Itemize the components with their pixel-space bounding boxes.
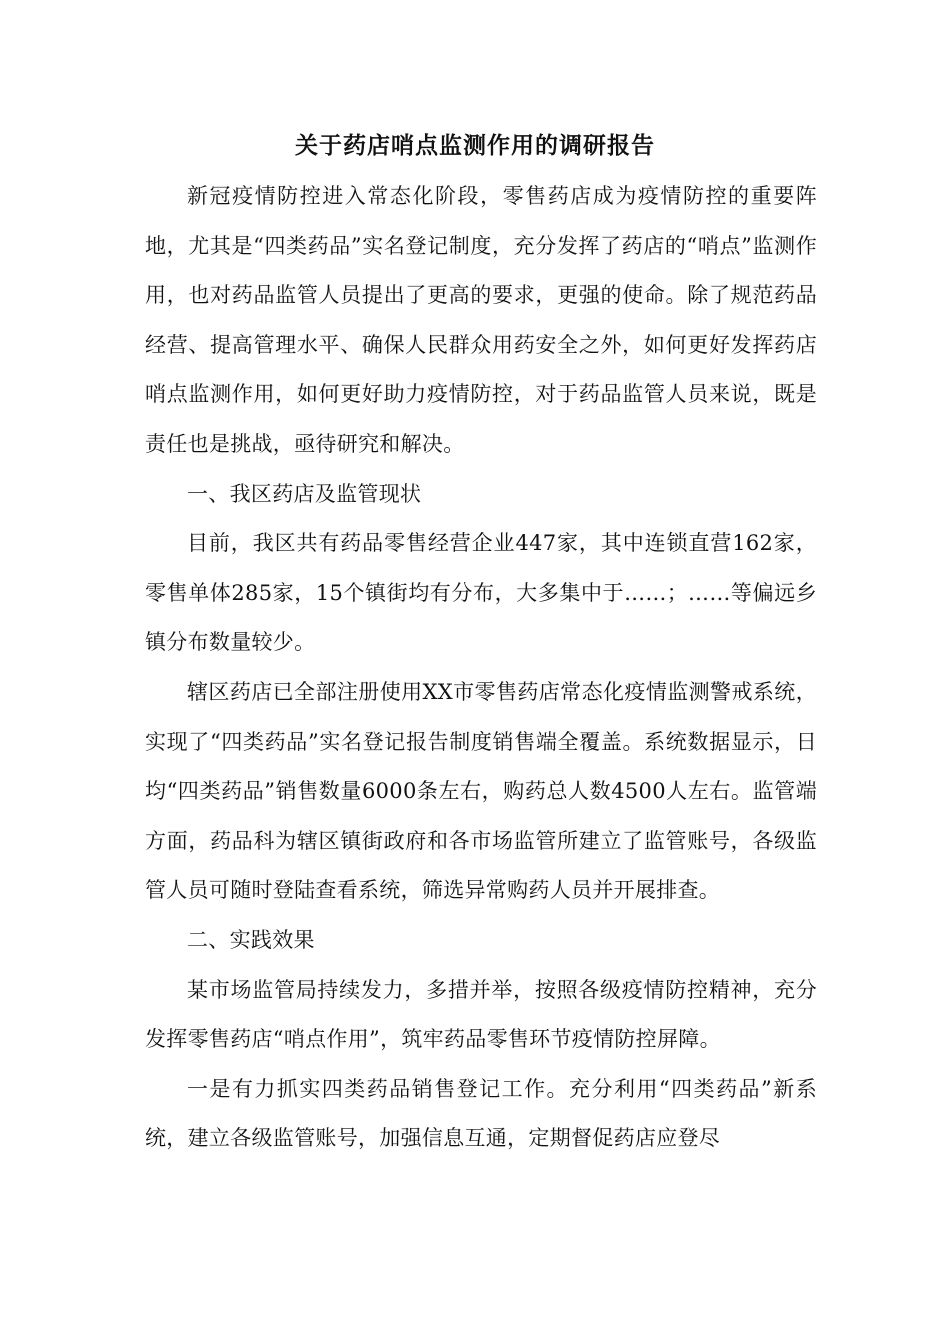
section-heading-status: 一、我区药店及监管现状 <box>187 481 422 506</box>
document-title: 关于药店哨点监测作用的调研报告 <box>295 132 655 159</box>
paragraph-registration: 一是有力抓实四类药品销售登记工作。充分利用“四类药品”新系统，建立各级监管账号，加强信息互通，定期督促药店应登尽 <box>145 1076 817 1151</box>
paragraph-system-usage: 辖区药店已全部注册使用XX市零售药店常态化疫情监测警戒系统，实现了“四类药品”实名登记报告制度销售端全覆盖。系统数据显示，日均“四类药品”销售数量6000条左右，购药总人数4500人左右。监管端方面，药品科为辖区镇街政府和各市场监管所建立了监管账号，各级监管人员可随时登陆查看系统，筛选异常购药人员并开展排查。 <box>145 679 817 903</box>
paragraph-store-count: 目前，我区共有药品零售经营企业447家，其中连锁直营162家，零售单体285家，15个镇街均有分布，大多集中于……；……等偏远乡镇分布数量较少。 <box>145 531 817 655</box>
paragraph-measures: 某市场监管局持续发力，多措并举，按照各级疫情防控精神，充分发挥零售药店“哨点作用”，筑牢药品零售环节疫情防控屏障。 <box>145 977 817 1052</box>
paragraph-intro: 新冠疫情防控进入常态化阶段，零售药店成为疫情防控的重要阵地，尤其是“四类药品”实名登记制度，充分发挥了药店的“哨点”监测作用，也对药品监管人员提出了更高的要求，更强的使命。除了规范药品经营、提高管理水平、确保人民群众用药安全之外，如何更好发挥药店哨点监测作用，如何更好助力疫情防控，对于药品监管人员来说，既是责任也是挑战，亟待研究和解决。 <box>145 184 817 456</box>
document-body <box>145 172 817 1164</box>
section-heading-effect: 二、实践效果 <box>187 927 315 952</box>
